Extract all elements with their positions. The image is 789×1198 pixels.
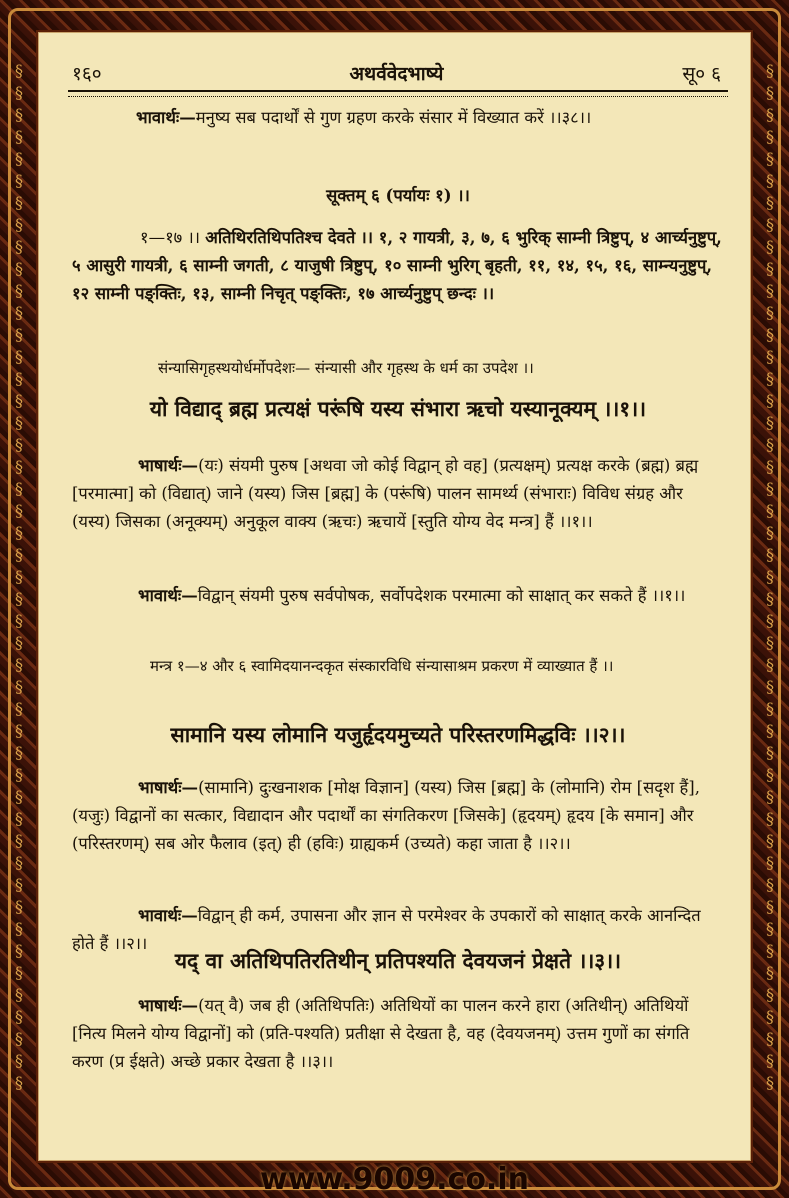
- right-ornament-icon: § § § § § § § § § § § § § § § § § § § § § § § § § § § § § § § § § § § § § § § § § § § § § § §: [766, 61, 774, 1092]
- bhavarth-label: भावार्थः—: [138, 906, 198, 925]
- bhavarth-text: विद्वान् ही कर्म, उपासना और ज्ञान से परमेश्वर के उपकारों को साक्षात् करके आनन्दित होते हैं ।।२।।: [72, 906, 701, 953]
- sukta-title: सूक्तम् ६ (पर्यायः १) ।।: [326, 186, 470, 205]
- bhashya-2: [72, 774, 724, 858]
- upadesh-heading: संन्यासिगृहस्थयोर्धर्मोपदेशः— संन्यासी और गृहस्थ के धर्म का उपदेश ।।: [158, 359, 534, 377]
- page-number: १६०: [72, 63, 102, 85]
- footer-website-link[interactable]: www.9009.co.in: [260, 1162, 529, 1197]
- bhashya-1: [72, 452, 724, 536]
- left-ornament-icon: § § § § § § § § § § § § § § § § § § § § § § § § § § § § § § § § § § § § § § § § § § § § § § §: [15, 61, 23, 1092]
- bhavarth-1: [72, 582, 724, 610]
- sukta-devata: अतिथिरतिथिपतिश्च देवते: [205, 228, 356, 247]
- bhavarth-label: भावार्थः—: [136, 108, 196, 127]
- bhavarth-text: मनुष्य सब पदार्थों से गुण ग्रहण करके संसार में विख्यात करें ।।३८।।: [195, 108, 592, 127]
- sukta-reference: सू० ६: [682, 63, 721, 85]
- header-rule: [68, 90, 728, 97]
- mantra-3: यद् वा अतिथिपतिरतिथीन् प्रतिपश्यति देवयजनं प्रेक्षते ।।३।।: [174, 948, 622, 973]
- sukta-chhanda: ।। १, २ गायत्री, ३, ७, ६ भुरिक् साम्नी त्रिष्टुप्, ४ आर्च्यनुष्टुप्, ५ आसुरी गायत्री, ६ साम्नी जगती, ८ याजुषी त्रिष्टुप्, १० साम्नी भुरिग् बृहती, ११, १४, १५, १६, साम्न्यनुष्टुप्, १२ साम्नी पङ्क्तिः, १३, साम्नी निचृत् पङ्क्तिः, १७ आर्च्यनुष्टुप् छन्दः ।।: [72, 228, 722, 303]
- bhashya-label: भाषार्थः—: [138, 996, 199, 1015]
- bhavarth-text: विद्वान् संयमी पुरुष सर्वपोषक, सर्वोपदेशक परमात्मा को साक्षात् कर सकते हैं ।।१।।: [197, 586, 686, 605]
- bhavarth-38: [72, 104, 724, 132]
- sukta-range: १—१७ ।।: [140, 228, 200, 247]
- book-title: अथर्ववेदभाष्ये: [349, 63, 444, 85]
- bhashya-text: (यः) संयमी पुरुष [अथवा जो कोई विद्वान् हो वह] (प्रत्यक्षम्) प्रत्यक्ष करके (ब्रह्म) ब्रह्म [परमात्मा] को (विद्यात्) जाने (यस्य) जिस [ब्रह्म] के (परूंषि) पालन सामर्थ्य (संभाराः) विविध संग्रह और (यस्य) जिसका (अनूक्यम्) अनुकूल वाक्य (ऋचः) ऋचायें [स्तुति योग्य वेद मन्त्र] हैं ।।१।।: [72, 456, 699, 531]
- bhavarth-label: भावार्थः—: [138, 586, 198, 605]
- book-page: [36, 30, 753, 1163]
- mantra-1: यो विद्याद् ब्रह्म प्रत्यक्षं परूंषि यस्य संभारा ऋचो यस्यानूक्यम् ।।१।।: [149, 396, 647, 421]
- sukta-meta: [72, 224, 724, 308]
- bhashya-3: [72, 992, 724, 1076]
- bhashya-text: (यत् वै) जब ही (अतिथिपतिः) अतिथियों का पालन करने हारा (अतिथीन्) अतिथियों [नित्य मिलने योग्य विद्वानों] को (प्रति-पश्यति) प्रतीक्षा से देखता है, वह (देवयजनम्) उत्तम गुणों का संगति करण (प्र ईक्षते) अच्छे प्रकार देखता है ।।३।।: [72, 996, 690, 1071]
- bhashya-text: (सामानि) दुःखनाशक [मोक्ष विज्ञान] (यस्य) जिस [ब्रह्म] के (लोमानि) रोम [सदृश हैं], (यजुः) विद्वानों का सत्कार, विद्यादान और पदार्थों का संगतिकरण [जिसके] (हृदयम्) हृदय [के समान] और (परिस्तरणम्) सब ओर फैलाव (इत्) ही (हविः) ग्राह्यकर्म (उच्यते) कहा जाता है ।।२।।: [72, 778, 700, 853]
- mantra-note: मन्त्र १—४ और ६ स्वामिदयानन्दकृत संस्कारविधि संन्यासाश्रम प्रकरण में व्याख्यात हैं ।।: [150, 657, 614, 675]
- bhashya-label: भाषार्थः—: [138, 456, 199, 475]
- mantra-2: सामानि यस्य लोमानि यजुर्हृदयमुच्यते परिस्तरणमिद्धविः ।।२।।: [170, 722, 626, 747]
- bhashya-label: भाषार्थः—: [138, 778, 199, 797]
